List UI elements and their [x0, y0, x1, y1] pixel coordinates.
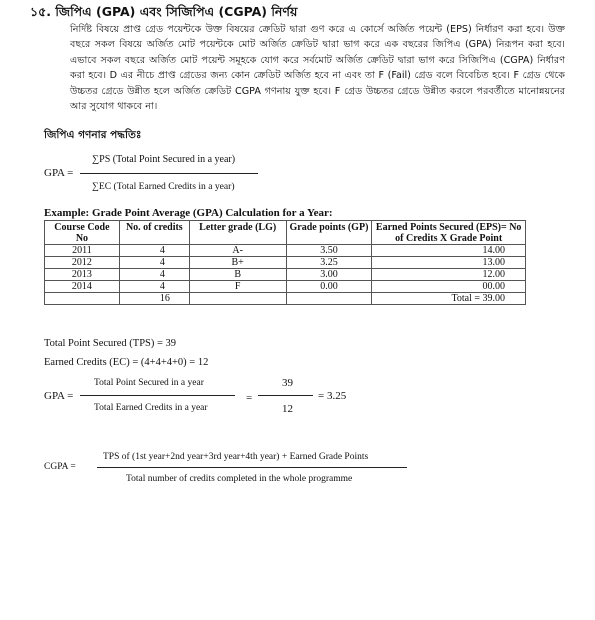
gpa-calculation-equals: =	[246, 392, 253, 404]
header-grade-points: Grade points (GP)	[286, 221, 372, 245]
table-row	[45, 281, 526, 293]
table-row	[45, 269, 526, 281]
table-cell: 14.00	[372, 245, 526, 257]
cgpa-formula-denominator: Total number of credits completed in the whole programme	[126, 474, 353, 484]
cgpa-formula-fraction-line	[97, 467, 407, 468]
table-cell	[189, 293, 286, 305]
table-cell: B+	[189, 257, 286, 269]
description-paragraph: নির্দিষ্ট বিষয়ে প্রাপ্ত গ্রেড পয়েন্টকে উক্ত বিষয়ের ক্রেডিট দ্বারা গুণ করে এ কোর্সে অর্জিত পয়েন্ট (EPS) নির্ধারণ করা হবে। উক্ত বছরে সকল বিষয়ে অর্জিত মোট পয়েন্টকে মোট অর্জিত ক্রেডিট দ্বারা ভাগ করে এক বছরের জিপিএ (GPA) নিরূপন করা হবে। এভাবে সকল বছরে অর্জিত মোট পয়েন্ট সমূহকে যোগ করে সর্বমোট অর্জিত ক্রেডিট দ্বারা ভাগ করে সিজিপিএ (CGPA) নির্ধারণ করা হবে। D এর নীচে প্রাপ্ত গ্রেডের জন্য কোন ক্রেডিট অর্জিত হবে না এবং তা F (Fail) গ্রেড বলে বিবেচিত হবে। F গ্রেড থেকে উচ্চতর গ্রেডে উন্নীত হলে অর্জিত ক্রেডিট CGPA গণনায় যুক্ত হবে। F গ্রেড উচ্চতর গ্রেডে উন্নীত করলে পরবর্তীতে মানোন্নয়নের আর সুযোগ থাকবে না।	[70, 24, 565, 113]
table-row	[45, 257, 526, 269]
header-earned-points: Earned Points Secured (EPS)= No of Credits X Grade Point	[372, 221, 526, 245]
table-cell: 13.00	[372, 257, 526, 269]
table-cell: 2012	[45, 257, 120, 269]
gpa-calculation-fraction-line	[80, 395, 235, 396]
ec-line: Earned Credits (EC) = (4+4+4+0) = 12	[44, 357, 209, 368]
total-points-cell: Total = 39.00	[372, 293, 526, 305]
gpa-formula-denominator: ∑EC (Total Earned Credits in a year)	[92, 181, 235, 192]
table-cell: 12.00	[372, 269, 526, 281]
table-cell: 2013	[45, 269, 120, 281]
gpa-calculation-den-value: 12	[282, 403, 293, 415]
table-cell: 0.00	[286, 281, 372, 293]
tps-line: Total Point Secured (TPS) = 39	[44, 338, 177, 349]
header-course-code: Course Code No	[45, 221, 120, 245]
table-cell: B	[189, 269, 286, 281]
example-title: Example: Grade Point Average (GPA) Calculation for a Year:	[44, 207, 333, 219]
table-cell: 4	[119, 257, 189, 269]
total-credits-cell: 16	[119, 293, 189, 305]
gpa-calculation-numerator: Total Point Secured in a year	[94, 378, 204, 388]
table-cell: 3.50	[286, 245, 372, 257]
table-cell	[45, 293, 120, 305]
table-cell: 4	[119, 245, 189, 257]
cgpa-formula-numerator: TPS of (1st year+2nd year+3rd year+4th year) + Earned Grade Points	[103, 452, 369, 462]
table-cell: 00.00	[372, 281, 526, 293]
calculation-method-subheading: জিপিএ গণনার পদ্ধতিঃ	[44, 129, 142, 141]
gpa-calculation-label: GPA =	[44, 390, 74, 402]
table-cell: 3.25	[286, 257, 372, 269]
table-cell: 2014	[45, 281, 120, 293]
table-cell: 3.00	[286, 269, 372, 281]
section-heading: ১৫. জিপিএ (GPA) এবং সিজিপিএ (CGPA) নির্ণয়	[30, 4, 298, 19]
gpa-formula-label: GPA =	[44, 167, 74, 179]
gpa-calculation-num-value: 39	[282, 377, 293, 389]
grade-table-header-row	[45, 221, 526, 245]
table-cell: 4	[119, 281, 189, 293]
gpa-formula-numerator: ∑PS (Total Point Secured in a year)	[92, 154, 236, 165]
table-cell: 2011	[45, 245, 120, 257]
table-cell: F	[189, 281, 286, 293]
gpa-calculation-denominator: Total Earned Credits in a year	[94, 403, 208, 413]
grade-table	[44, 220, 526, 305]
cgpa-formula-label: CGPA =	[44, 462, 76, 472]
gpa-calculation-value-line	[258, 395, 313, 396]
gpa-formula-fraction-line	[80, 173, 258, 174]
header-letter-grade: Letter grade (LG)	[189, 221, 286, 245]
table-cell	[286, 293, 372, 305]
header-credits: No. of credits	[119, 221, 189, 245]
table-row	[45, 245, 526, 257]
table-total-row	[45, 293, 526, 305]
table-cell: 4	[119, 269, 189, 281]
gpa-calculation-result: = 3.25	[318, 390, 347, 402]
table-cell: A-	[189, 245, 286, 257]
